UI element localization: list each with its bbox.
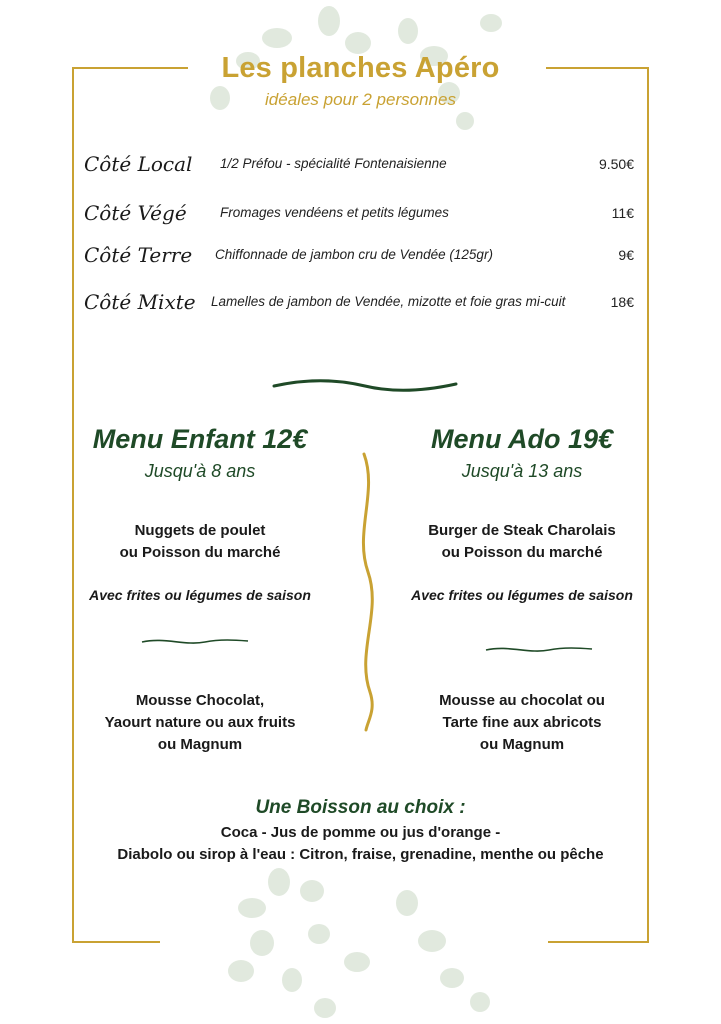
menu-enfant bbox=[60, 424, 340, 764]
menu-line: Burger de Steak Charolais bbox=[428, 522, 616, 539]
menu-ado bbox=[382, 424, 662, 764]
plank-row bbox=[84, 201, 636, 231]
menu-line: ou Poisson du marché bbox=[119, 544, 281, 561]
menu-line: Tarte fine aux abricots bbox=[442, 714, 602, 731]
menu-line: ou Magnum bbox=[157, 736, 243, 753]
plank-price: 18€ bbox=[610, 294, 634, 310]
plank-row bbox=[84, 152, 636, 182]
drinks-title: Une Boisson au choix : bbox=[255, 797, 466, 818]
menu-line: ou Magnum bbox=[479, 736, 565, 753]
column-divider-wave bbox=[352, 452, 382, 732]
plank-row bbox=[84, 290, 636, 320]
menu-line: ou Poisson du marché bbox=[441, 544, 603, 561]
plank-price: 9.50€ bbox=[598, 156, 634, 172]
plank-description: Lamelles de jambon de Vendée, mizotte et foie gras mi-cuit bbox=[211, 294, 566, 309]
page-title: Les planches Apéro bbox=[221, 52, 500, 84]
menu-ado-age: Jusqu'à 13 ans bbox=[461, 461, 583, 481]
menu-line: Mousse au chocolat ou bbox=[439, 692, 605, 709]
plank-name: Côté Local bbox=[84, 152, 193, 176]
menu-enfant-age: Jusqu'à 8 ans bbox=[144, 461, 256, 481]
menu-ado-side: Avec frites ou légumes de saison bbox=[411, 587, 633, 603]
plank-name: Côté Végé bbox=[84, 201, 187, 225]
section-divider-flourish bbox=[270, 376, 460, 396]
plank-price: 11€ bbox=[611, 205, 634, 221]
menu-enfant-main bbox=[60, 520, 340, 564]
menu-enfant-dessert bbox=[60, 690, 340, 756]
menu-ado-title: Menu Ado 19€ bbox=[430, 424, 614, 454]
plank-price: 9€ bbox=[618, 247, 634, 263]
page-subtitle: idéales pour 2 personnes bbox=[265, 90, 456, 109]
menu-enfant-side: Avec frites ou légumes de saison bbox=[89, 587, 311, 603]
plank-description: Fromages vendéens et petits légumes bbox=[220, 205, 449, 220]
drinks-line: Diabolo ou sirop à l'eau : Citron, fraise, grenadine, menthe ou pêche bbox=[117, 846, 604, 863]
menu-line: Nuggets de poulet bbox=[134, 522, 266, 539]
plank-name: Côté Mixte bbox=[84, 290, 196, 314]
menu-ado-main bbox=[382, 520, 662, 564]
menu-enfant-title: Menu Enfant 12€ bbox=[92, 424, 308, 454]
plank-description: Chiffonnade de jambon cru de Vendée (125gr) bbox=[215, 247, 493, 262]
menu-line: Mousse Chocolat, bbox=[135, 692, 265, 709]
menu-ado-dessert bbox=[382, 690, 662, 756]
menu-enfant-divider bbox=[140, 636, 250, 648]
plank-row bbox=[84, 243, 636, 273]
plank-name: Côté Terre bbox=[84, 243, 193, 267]
drinks-line: Coca - Jus de pomme ou jus d'orange - bbox=[220, 824, 501, 841]
plank-description: 1/2 Préfou - spécialité Fontenaisienne bbox=[220, 156, 447, 171]
menu-ado-divider bbox=[484, 644, 594, 656]
menu-line: Yaourt nature ou aux fruits bbox=[104, 714, 296, 731]
